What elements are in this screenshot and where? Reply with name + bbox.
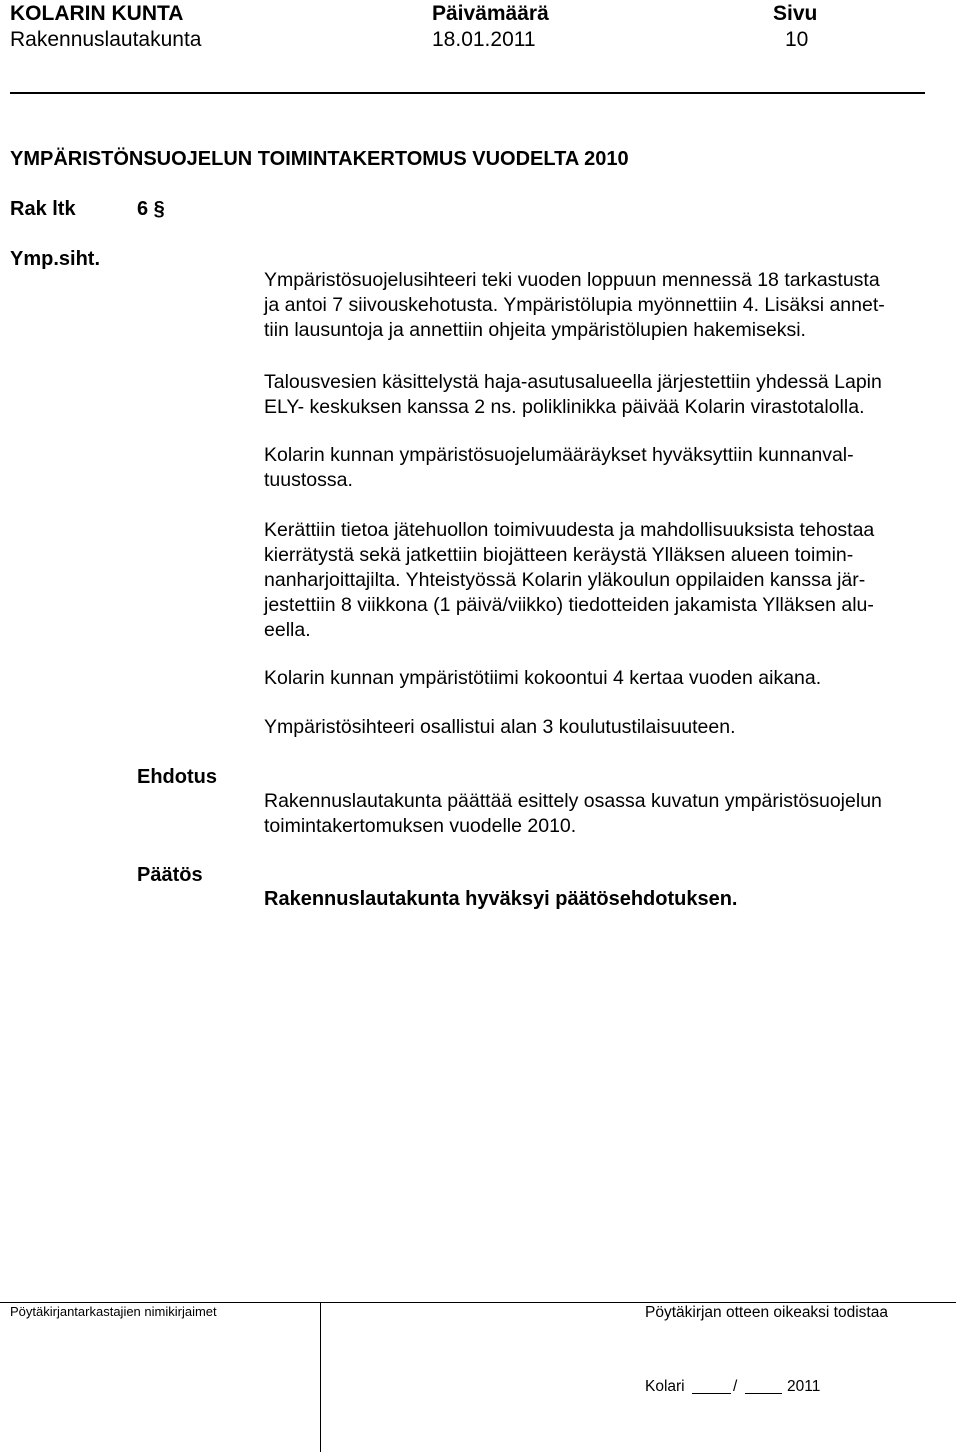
paragraph-line: jestettiin 8 viikkona (1 päivä/viikko) tiedotteiden jakamista Ylläksen alu- — [264, 594, 874, 616]
paragraph-line: tuustossa. — [264, 469, 353, 491]
paragraph-training — [264, 715, 954, 740]
footer-slash: / — [733, 1378, 738, 1395]
paragraph-line: nanharjoittajilta. Yhteistyössä Kolarin yläkoulun oppilaiden kanssa jär- — [264, 569, 866, 591]
decision-text: Rakennuslautakunta hyväksyi päätösehdotuksen. — [264, 888, 738, 910]
decision-label: Päätös — [137, 864, 203, 886]
proposal-text — [264, 789, 954, 839]
footer-year: 2011 — [787, 1378, 821, 1395]
paragraph-line: ja antoi 7 siivouskehotusta. Ympäristölupia myönnettiin 4. Lisäksi annet- — [264, 294, 885, 316]
document-title: YMPÄRISTÖNSUOJELUN TOIMINTAKERTOMUS VUODELTA 2010 — [10, 148, 629, 170]
header-rule — [10, 92, 925, 94]
paragraph-regulations — [264, 443, 954, 493]
paragraph-line: Kerättiin tietoa jätehuollon toimivuudesta ja mahdollisuuksista tehostaa — [264, 519, 875, 541]
footer-divider — [320, 1302, 321, 1452]
date-label: Päivämäärä — [432, 2, 549, 25]
board-name: Rakennuslautakunta — [10, 28, 202, 51]
month-blank — [745, 1393, 782, 1394]
paragraph-line: Ympäristösihteeri osallistui alan 3 koulutustilaisuuteen. — [264, 716, 736, 738]
paragraph-line: tiin lausuntoja ja annettiin ohjeita ympäristölupien hakemiseksi. — [264, 319, 806, 341]
paragraph-waste-management — [264, 518, 954, 643]
date-value: 18.01.2011 — [432, 28, 536, 51]
section-number: 6 § — [137, 198, 165, 220]
presenter-label: Ymp.siht. — [10, 248, 101, 270]
paragraph-line: Kolarin kunnan ympäristötiimi kokoontui 4 kertaa vuoden aikana. — [264, 667, 822, 689]
section-code: Rak ltk — [10, 198, 76, 220]
paragraph-wastewater — [264, 370, 954, 420]
paragraph-line: kierrätystä sekä jatkettiin biojätteen keräystä Ylläksen alueen toimin- — [264, 544, 854, 566]
footer-top-rule — [0, 1302, 956, 1303]
page-label: Sivu — [773, 2, 818, 25]
paragraph-line: Kolarin kunnan ympäristösuojelumääräykset hyväksyttiin kunnanval- — [264, 444, 854, 466]
paragraph-line: toimintakertomuksen vuodelle 2010. — [264, 815, 577, 837]
org-name: KOLARIN KUNTA — [10, 2, 184, 25]
footer-place: Kolari — [645, 1378, 685, 1395]
paragraph-line: Ympäristösuojelusihteeri teki vuoden loppuun mennessä 18 tarkastusta — [264, 269, 880, 291]
proposal-label: Ehdotus — [137, 766, 217, 788]
paragraph-inspections — [264, 268, 954, 343]
paragraph-line: eella. — [264, 619, 311, 641]
certify-label: Pöytäkirjan otteen oikeaksi todistaa — [645, 1304, 888, 1321]
page-number: 10 — [785, 28, 809, 51]
paragraph-team-meetings — [264, 666, 954, 691]
day-blank — [692, 1393, 731, 1394]
signers-label: Pöytäkirjantarkastajien nimikirjaimet — [10, 1304, 217, 1319]
paragraph-line: Talousvesien käsittelystä haja-asutusalueella järjestettiin yhdessä Lapin — [264, 371, 882, 393]
paragraph-line: ELY- keskuksen kanssa 2 ns. poliklinikka päivää Kolarin virastotalolla. — [264, 396, 865, 418]
paragraph-line: Rakennuslautakunta päättää esittely osassa kuvatun ympäristösuojelun — [264, 790, 882, 812]
